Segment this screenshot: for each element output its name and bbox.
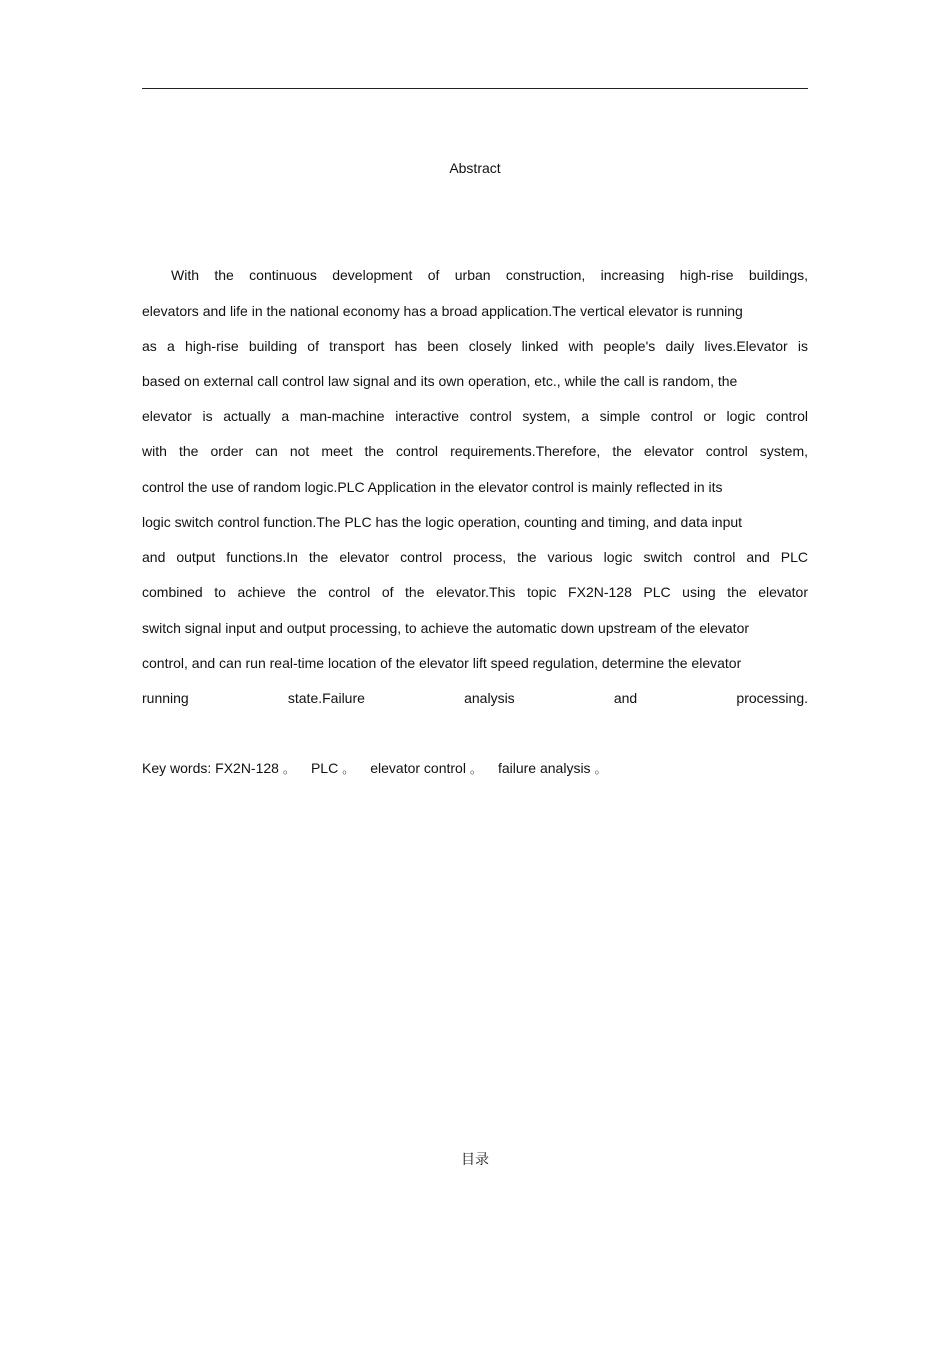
abstract-line: running state.Failure analysis and processing.	[142, 690, 808, 706]
abstract-line: control, and can run real-time location of the elevator lift speed regulation, determine the elevator	[142, 655, 742, 671]
keyword-separator: 。	[594, 762, 607, 776]
header-rule	[142, 88, 808, 89]
abstract-line: logic switch control function.The PLC has the logic operation, counting and timing, and data input	[142, 514, 743, 530]
keyword-item: elevator control	[370, 760, 466, 776]
abstract-title: Abstract	[449, 160, 501, 176]
abstract-line: switch signal input and output processing, to achieve the automatic down upstream of the elevator	[142, 620, 750, 636]
keyword-item: PLC	[310, 760, 339, 776]
keyword-separator: 。	[342, 762, 355, 776]
abstract-line: elevators and life in the national economy has a broad application.The vertical elevator is running	[142, 303, 743, 319]
abstract-line: combined to achieve the control of the elevator.This topic FX2N-128 PLC using the elevator	[142, 584, 808, 600]
abstract-line: as a high-rise building of transport has been closely linked with people's daily lives.Elevator is	[142, 338, 808, 354]
abstract-line: control the use of random logic.PLC Application in the elevator control is mainly reflected in its	[142, 479, 723, 495]
keyword-item: FX2N-128	[215, 760, 279, 776]
abstract-line: based on external call control law signal and its own operation, etc., while the call is random, the	[142, 373, 738, 389]
keyword-separator: 。	[469, 762, 482, 776]
toc-title: 目录	[461, 1152, 489, 1168]
keywords-line	[142, 759, 623, 778]
abstract-line: With the continuous development of urban construction, increasing high-rise buildings,	[171, 267, 808, 283]
keyword-separator: 。	[282, 762, 295, 776]
abstract-line: elevator is actually a man-machine interactive control system, a simple control or logic control	[142, 408, 808, 424]
keyword-item: failure analysis	[497, 760, 591, 776]
abstract-line: with the order can not meet the control requirements.Therefore, the elevator control system,	[142, 443, 808, 459]
keywords-label: Key words:	[142, 760, 212, 776]
abstract-line: and output functions.In the elevator control process, the various logic switch control and PLC	[142, 549, 808, 565]
